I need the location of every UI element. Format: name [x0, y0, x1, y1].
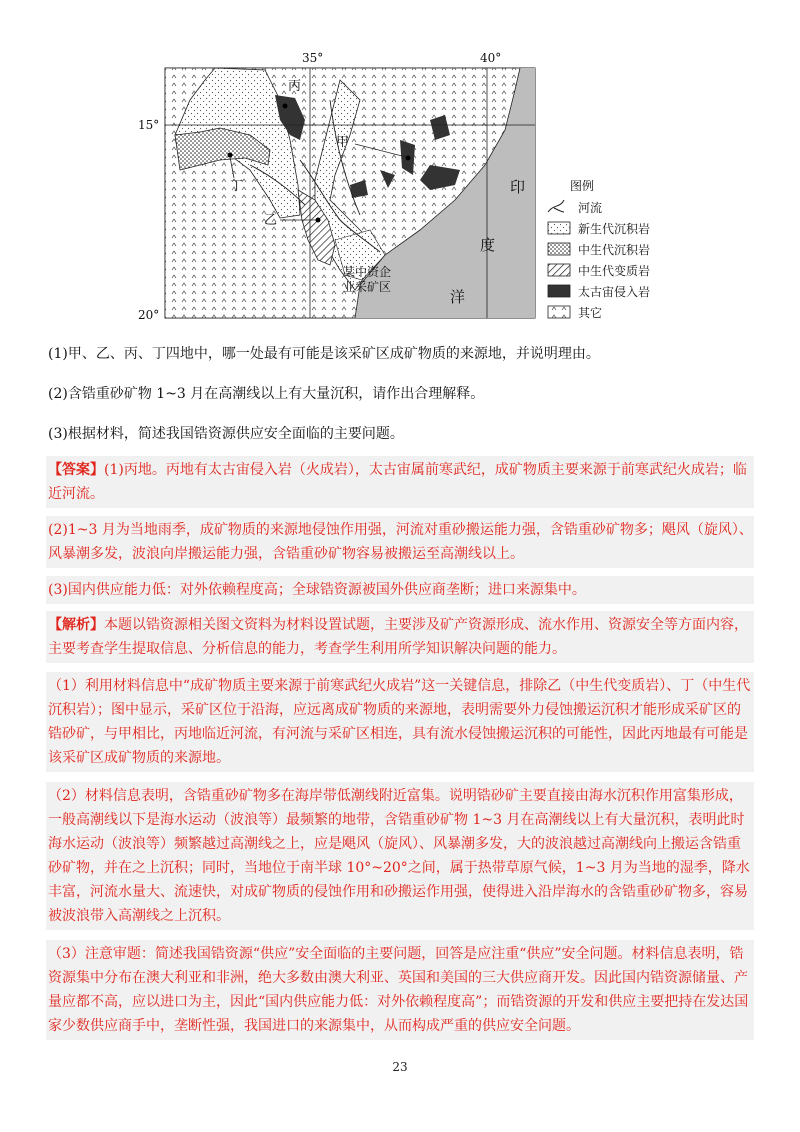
answer-text-1: (1)丙地。丙地有太古宙侵入岩（火成岩），太古宙属前寒武纪，成矿物质主要来源于前寒武纪火成岩；临近河流。 — [48, 462, 747, 502]
answer-paragraph-2: (2)1~3 月为当地雨季，成矿物质的来源地侵蚀作用强，河流对重砂搬运能力强，含锆重砂矿物多；飓风（旋风）、风暴潮多发，波浪向岸搬运能力强，含锆重砂矿物容易被搬运至高潮线以上。 — [46, 516, 754, 568]
question-2: (2)含锆重砂矿物 1~3 月在高潮线以上有大量沉积，请作出合理解释。 — [48, 386, 485, 402]
place-ding-label: 丁 — [230, 179, 244, 194]
legend-cenozoic-label: 新生代沉积岩 — [578, 222, 651, 236]
analysis-intro-text: 本题以锆资源相关图文资料为材料设置试题，主要涉及矿产资源形成、流水作用、资源安全等方面内容，主要考查学生提取信息、分析信息的能力，考查学生利用所学知识解决问题的能力。 — [48, 617, 748, 657]
legend-river-icon — [548, 200, 564, 212]
answer-paragraph-3: (3)国内供应能力低：对外依赖程度高；全球锆资源被国外供应商垄断；进口来源集中。 — [46, 576, 754, 604]
mine-label-line1: 某中资企 — [343, 265, 392, 279]
question-3: (3)根据材料，简述我国锆资源供应安全面临的主要问题。 — [48, 426, 404, 442]
place-yi-marker — [316, 218, 321, 223]
answer-tag: 【答案】 — [48, 462, 104, 478]
legend-cenozoic-swatch — [548, 222, 570, 234]
place-yi-label: 乙 — [264, 213, 278, 228]
legend-other-label: 其它 — [578, 306, 603, 320]
analysis-paragraph-1: （1）利用材料信息中“成矿物质主要来源于前寒武纪火成岩”这一关键信息，排除乙（中生代变质岩）、丁（中生代沉积岩）；图中显示，采矿区位于沿海，应远离成矿物质的来源地，表明需要外力侵蚀搬运沉积才能形成采矿区的锆砂矿，与甲相比，丙地临近河流，有河流与采矿区相连，具有流水侵蚀搬运沉积的可能性，因此丙地最有可能是该采矿区成矿物质的来源地。 — [46, 672, 754, 772]
page-number: 23 — [392, 1060, 408, 1074]
lon-40-label: 40° — [480, 51, 502, 65]
legend-mesozoic-sed-label: 中生代沉积岩 — [578, 243, 651, 257]
analysis-paragraph-3: （3）注意审题：简述我国锆资源“供应”安全面临的主要问题，回答是应注重“供应”安全问题。材料信息表明，锆资源集中分布在澳大利亚和非洲，绝大多数由澳大利亚、英国和美国的三大供应商开发。因此国内锆资源储量、产量应都不高，应以进口为主，因此“国内供应能力低：对外依赖程度高”；而锆资源的开发和供应主要把持在发达国家少数供应商手中，垄断性强，我国进口的来源集中，从而构成严重的供应安全问题。 — [46, 940, 754, 1040]
ocean-label-du: 度 — [480, 236, 496, 254]
legend-archean-swatch — [548, 285, 570, 297]
ocean-label-yang: 洋 — [450, 288, 466, 306]
place-bing-label: 丙 — [288, 79, 302, 94]
geology-map-figure — [130, 40, 690, 330]
place-jia-label: 甲 — [336, 135, 350, 150]
geology-map — [130, 40, 690, 330]
analysis-paragraph-2: （2）材料信息表明，含锆重砂矿物多在海岸带低潮线附近富集。说明锆砂矿主要直接由海水沉积作用富集形成，一般高潮线以下是海水运动（波浪等）最频繁的地带，含锆重砂矿物 1~3 月在高潮线以上有大量沉积，表明此时海水运动（波浪等）频繁越过高潮线之上，应是飓风（旋风）、风暴潮多发，大的波浪越过高潮线向上搬运含锆重砂矿物，并在之上沉积；同时，当地位于南半球 10°~20°之间，属于热带草原气候，1~3 月为当地的湿季，降水丰富，河流水量大、流速快，对成矿物质的侵蚀作用和砂搬运作用强，使得进入沿岸海水的含锆重砂矿物多，容易被波浪带入高潮线之上沉积。 — [46, 782, 754, 930]
ocean-label-yin: 印 — [510, 178, 526, 196]
lon-35-label: 35° — [302, 51, 324, 65]
mine-label-line2: 业采矿区 — [343, 280, 392, 294]
analysis-tag: 【解析】 — [48, 617, 104, 633]
legend-archean-label: 太古宙侵入岩 — [578, 285, 651, 299]
analysis-intro — [46, 611, 754, 663]
lat-20-label: 20° — [138, 308, 160, 322]
legend-other-swatch — [548, 306, 570, 318]
legend-mesozoic-meta-label: 中生代变质岩 — [578, 264, 651, 278]
legend-mesozoic-meta-swatch — [548, 264, 570, 276]
legend-mesozoic-sed-swatch — [548, 243, 570, 255]
answer-paragraph-1 — [46, 456, 754, 508]
question-1: (1)甲、乙、丙、丁四地中，哪一处最有可能是该采矿区成矿物质的来源地，并说明理由。 — [48, 346, 600, 362]
place-ding-marker — [228, 153, 233, 158]
place-bing-marker — [283, 104, 288, 109]
place-jia-marker — [406, 156, 411, 161]
lat-15-label: 15° — [138, 118, 160, 132]
legend-river-label: 河流 — [578, 201, 603, 215]
legend-title: 图例 — [570, 179, 595, 193]
